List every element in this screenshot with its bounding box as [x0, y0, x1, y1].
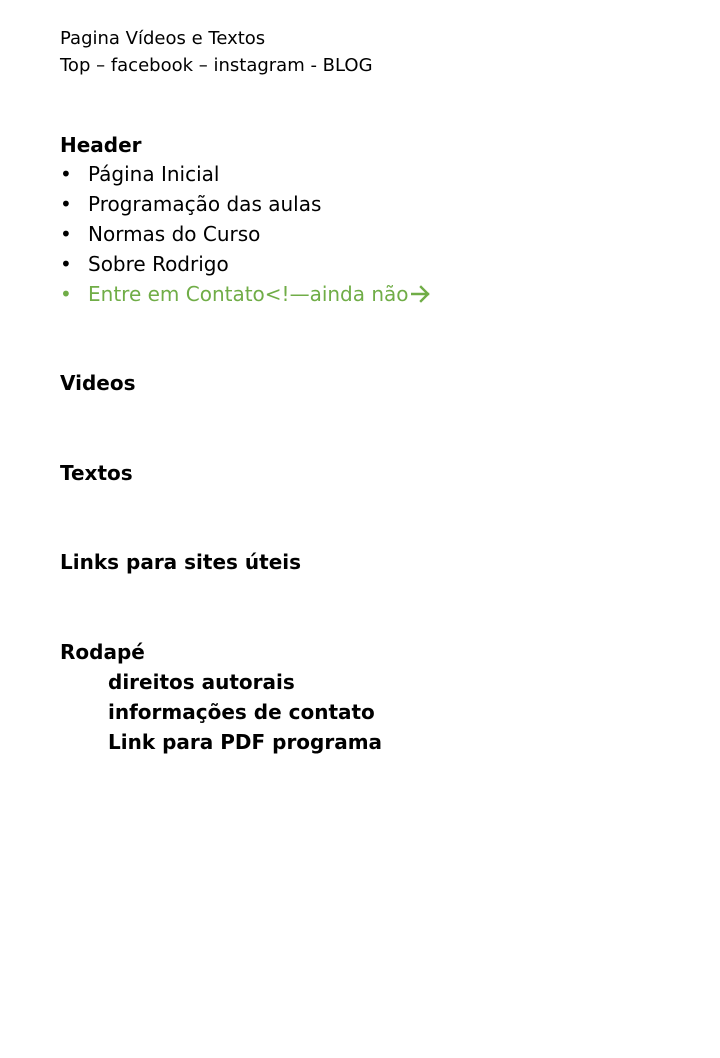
top-links-line: Top – facebook – instagram - BLOG — [60, 55, 373, 76]
footer-item: direitos autorais — [108, 670, 295, 694]
list-item-label: Entre em Contato<!—ainda não — [88, 282, 409, 306]
top-block — [60, 25, 373, 79]
list-item — [60, 249, 431, 279]
footer-item: informações de contato — [108, 700, 375, 724]
bullet: • — [60, 222, 72, 246]
list-item-label: Normas do Curso — [88, 222, 261, 246]
bullet: • — [60, 252, 72, 276]
list-item — [60, 159, 431, 189]
list-item — [60, 189, 431, 219]
footer-item: Link para PDF programa — [108, 730, 383, 754]
header-heading: Header — [60, 133, 142, 157]
footer-heading: Rodapé — [60, 640, 145, 664]
videos-heading: Videos — [60, 371, 136, 395]
bullet: • — [60, 162, 72, 186]
arrow-right-icon — [411, 281, 431, 311]
page-title: Pagina Vídeos e Textos — [60, 28, 266, 49]
list-item-label: Página Inicial — [88, 162, 220, 186]
bullet: • — [60, 192, 72, 216]
textos-heading: Textos — [60, 461, 133, 485]
bullet: • — [60, 282, 72, 306]
list-item — [60, 219, 431, 249]
list-item-contact — [60, 279, 431, 311]
links-heading: Links para sites úteis — [60, 550, 302, 574]
footer-item-list — [108, 667, 382, 757]
list-item-label: Programação das aulas — [88, 192, 322, 216]
list-item-label: Sobre Rodrigo — [88, 252, 229, 276]
header-item-list — [60, 159, 431, 311]
